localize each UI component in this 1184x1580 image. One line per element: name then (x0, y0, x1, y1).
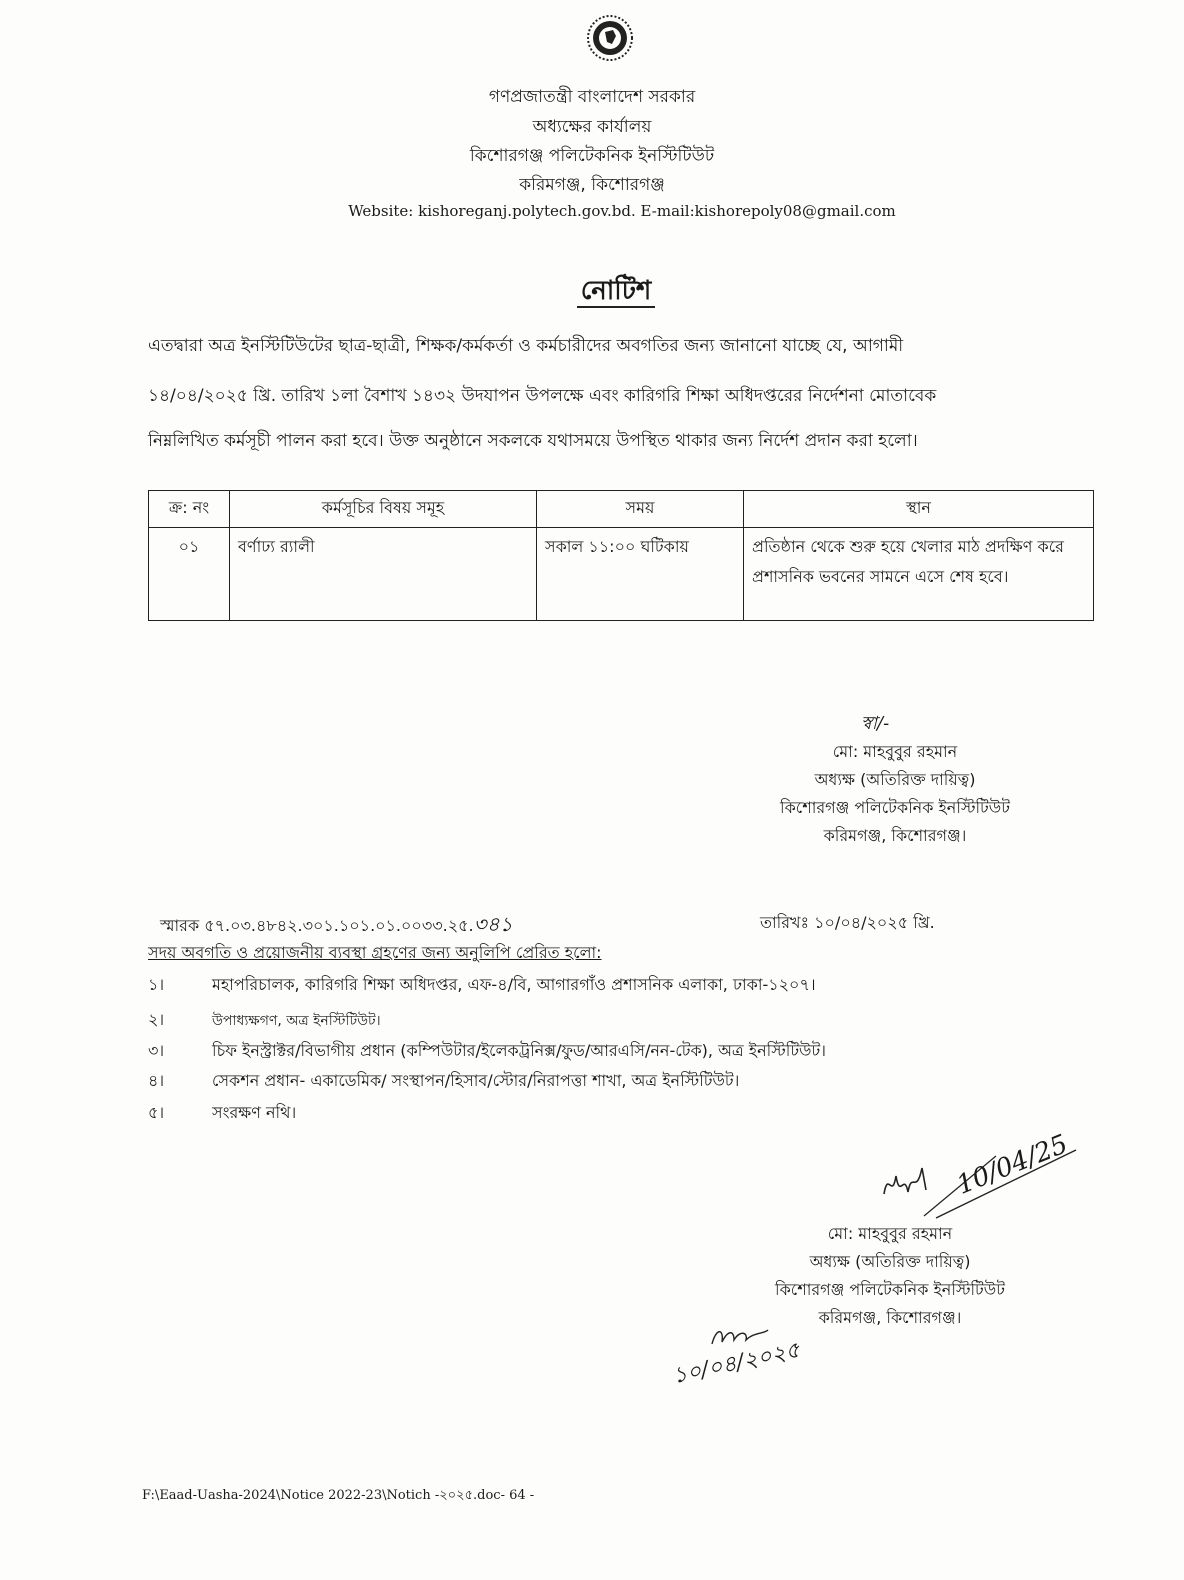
list-item: ৪। সেকশন প্রধান- একাডেমিক/ সংস্থাপন/হিসাব/স্টোর/নিরাপত্তা শাখা, অত্র ইনস্টিটিউট। (148, 1071, 740, 1090)
table-row (149, 528, 1094, 621)
cell-subject: বর্ণাঢ্য র‍্যালী (230, 528, 537, 621)
notice-line-2: ১৪/০৪/২০২৫ খ্রি. তারিখ ১লা বৈশাখ ১৪৩২ উদযাপন উপলক্ষে এবং কারিগরি শিক্ষা অধিদপ্তরের নির্দেশনা মোতাবেক (148, 386, 937, 406)
received-date: ১০/০৪/২০২৫ (670, 1337, 803, 1390)
signatory-address: করিমগঞ্জ, কিশোরগঞ্জ। (823, 826, 967, 845)
list-item: ২। উপাধ্যক্ষগণ, অত্র ইনস্টিটিউট। (148, 1010, 381, 1029)
memo-handwritten-no: ৩৪১ (473, 912, 513, 936)
received-handwritten-note (672, 1316, 822, 1396)
header-institute: কিশোরগঞ্জ পলিটেকনিক ইনস্টিটিউট (469, 146, 715, 166)
signatory-name: মো: মাহবুবুর রহমান (832, 742, 958, 761)
cc-intro: সদয় অবগতি ও প্রয়োজনীয় ব্যবস্থা গ্রহণের জন্য অনুলিপি প্রেরিত হলো: (148, 943, 602, 962)
program-table (148, 490, 1094, 621)
signature-mark: স্বা/- (860, 713, 890, 734)
list-item: ৫। সংরক্ষণ নথি। (148, 1103, 297, 1122)
col-place: স্থান (744, 491, 1094, 528)
header-government: গণপ্রজাতন্ত্রী বাংলাদেশ সরকার (488, 87, 696, 107)
cell-serial: ০১ (149, 528, 230, 621)
header-website: Website: kishoreganj.polytech.gov.bd. E-mail:kishorepoly08@gmail.com (348, 202, 896, 220)
cell-place: প্রতিষ্ঠান থেকে শুরু হয়ে খেলার মাঠ প্রদক্ষিণ করে প্রশাসনিক ভবনের সামনে এসে শেষ হবে। (744, 528, 1094, 621)
handwritten-signature (876, 1130, 1096, 1220)
list-item: ১। মহাপরিচালক, কারিগরি শিক্ষা অধিদপ্তর, এফ-৪/বি, আগারগাঁও প্রশাসনিক এলাকা, ঢাকা-১২০৭। (148, 975, 816, 994)
notice-line-1: এতদ্বারা অত্র ইনস্টিটিউটের ছাত্র-ছাত্রী, শিক্ষক/কর্মকর্তা ও কর্মচারীদের অবগতির জন্য জানানো যাচ্ছে যে, আগামী (148, 336, 904, 356)
signatory-institute: কিশোরগঞ্জ পলিটেকনিক ইনস্টিটিউট (780, 798, 1010, 817)
col-time: সময় (537, 491, 744, 528)
government-seal-icon (586, 14, 634, 62)
header-address: করিমগঞ্জ, কিশোরগঞ্জ (519, 175, 665, 195)
signature-block-top (760, 710, 1030, 850)
header-office: অধ্যক্ষের কার্যালয় (532, 117, 652, 137)
signatory-designation: অধ্যক্ষ (অতিরিক্ত দায়িত্ব) (814, 770, 976, 789)
col-serial: ক্র: নং (149, 491, 230, 528)
signature-date: 10/04/25 (952, 1129, 1073, 1201)
list-item: ৩। চিফ ইনস্ট্রাক্টর/বিভাগীয় প্রধান (কম্পিউটার/ইলেকট্রনিক্স/ফুড/আরএসি/নন-টেক), অত্র ইনস্টিটিউট। (148, 1041, 826, 1060)
memo-number: স্মারক ৫৭.০৩.৪৮৪২.৩০১.১০১.০১.০০৩৩.২৫.৩৪১ (160, 912, 513, 936)
signatory-address: করিমগঞ্জ, কিশোরগঞ্জ। (818, 1308, 962, 1327)
notice-title: নোটিশ (0, 270, 1184, 314)
table-header-row (149, 491, 1094, 528)
signatory-name: মো: মাহবুবুর রহমান (827, 1224, 953, 1243)
memo-date: তারিখঃ ১০/০৪/২০২৫ খ্রি. (760, 913, 935, 932)
notice-line-3: নিম্নলিখিত কর্মসূচী পালন করা হবে। উক্ত অনুষ্ঠানে সকলকে যথাসময়ে উপস্থিত থাকার জন্য নির্দেশ প্রদান করা হলো। (148, 431, 918, 451)
file-path-footer: F:\Eaad-Uasha-2024\Notice 2022-23\Notich -২০২৫.doc- 64 - (142, 1488, 535, 1503)
col-subject: কর্মসূচির বিষয় সমূহ (230, 491, 537, 528)
signatory-institute: কিশোরগঞ্জ পলিটেকনিক ইনস্টিটিউট (775, 1280, 1005, 1299)
cell-time: সকাল ১১:০০ ঘটিকায় (537, 528, 744, 621)
signatory-designation: অধ্যক্ষ (অতিরিক্ত দায়িত্ব) (809, 1252, 971, 1271)
